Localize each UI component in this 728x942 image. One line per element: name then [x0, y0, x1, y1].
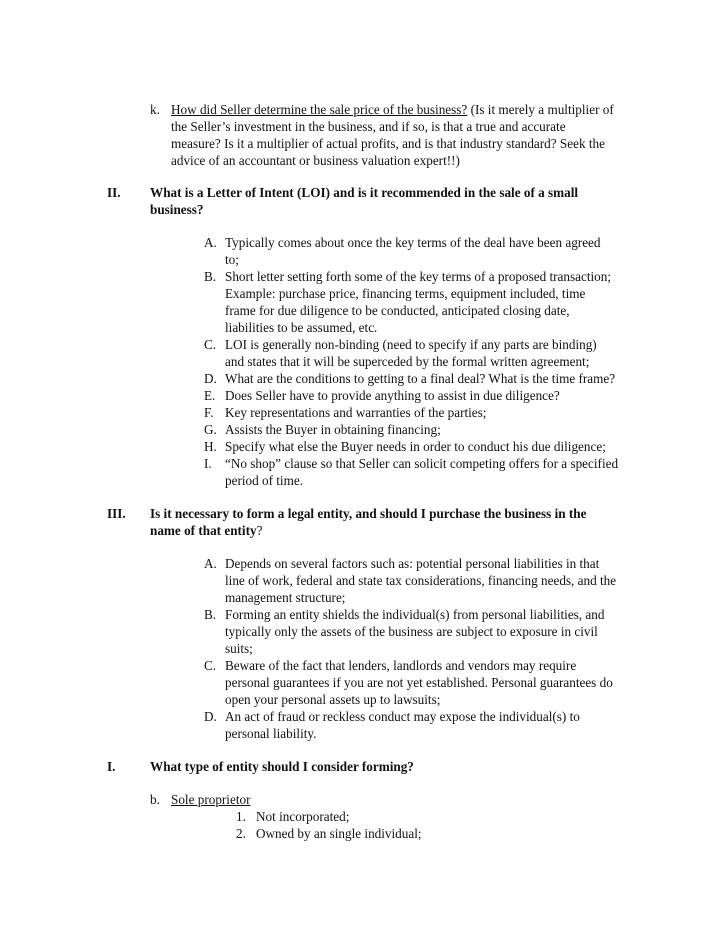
section-iii-item-d-marker: D.: [204, 709, 217, 724]
section-iii-item-b-line: Forming an entity shields the individual(s) from personal liabilities, and: [225, 607, 605, 622]
section-ii-item-i-line: “No shop” clause so that Seller can solicit competing offers for a specified: [225, 456, 619, 471]
item-k-line4: advice of an accountant or business valuation expert!!): [171, 153, 460, 168]
section-ii-item-g-marker: G.: [204, 422, 217, 437]
section-iii-item-d-line: personal liability.: [225, 726, 317, 741]
item-k-line2: the Seller’s investment in the business, and if so, is that a true and accurate: [171, 119, 566, 134]
section-iii-heading-bold: name of that entity: [150, 523, 257, 538]
section-iii-heading-line1: Is it necessary to form a legal entity, and should I purchase the business in the: [150, 506, 587, 521]
section-ii-item-h-marker: H.: [204, 439, 217, 454]
section-ii-item-e-marker: E.: [204, 388, 216, 403]
section-ii-heading-line1: What is a Letter of Intent (LOI) and is it recommended in the sale of a small: [150, 185, 579, 200]
section-iii-item-a-line: line of work, federal and state tax considerations, financing needs, and the: [225, 573, 617, 588]
section-iii-item-a-line: Depends on several factors such as: potential personal liabilities in that: [225, 556, 600, 571]
section-ii-item-b-line: frame for due diligence to be conducted, anticipated closing date,: [225, 303, 570, 318]
section-iii-item-b-line: typically only the assets of the business are subject to exposure in civil: [225, 624, 598, 639]
section-iii-item-b-marker: B.: [204, 607, 217, 622]
section-iii-item-b-line: suits;: [225, 641, 253, 656]
section-ii-item-a-marker: A.: [204, 235, 217, 250]
section-iii-item-c-line: Beware of the fact that lenders, landlords and vendors may require: [225, 658, 577, 673]
item-k-line3: measure? Is it a multiplier of actual profits, and is that industry standard? Seek the: [171, 136, 605, 151]
section-ii-item-c-line: and states that it will be superceded by the formal written agreement;: [225, 354, 590, 369]
section-iii-heading-tail: ?: [256, 523, 263, 538]
item-k-marker: k.: [150, 102, 160, 117]
section-ii-item-h-line: Specify what else the Buyer needs in order to conduct his due diligence;: [225, 439, 606, 454]
section-iii-heading-line2: [150, 522, 262, 539]
item-k-line1-rest: (Is it merely a multiplier of: [467, 102, 614, 117]
section-i-point-marker: 1.: [236, 809, 246, 824]
section-ii-item-d-marker: D.: [204, 371, 217, 386]
section-ii-item-g-line: Assists the Buyer in obtaining financing;: [225, 422, 441, 437]
section-ii-item-i-marker: I.: [204, 456, 212, 471]
section-ii-item-b-line: Short letter setting forth some of the key terms of a proposed transaction;: [225, 269, 612, 284]
section-i-point-text: Not incorporated;: [256, 809, 350, 824]
section-iii-item-c-line: open your personal assets up to lawsuits;: [225, 692, 441, 707]
section-ii-item-f-marker: F.: [204, 405, 214, 420]
section-i-point-marker: 2.: [236, 826, 246, 841]
section-ii-heading-line2: business?: [150, 202, 204, 217]
item-k-title: How did Seller determine the sale price of the business?: [171, 102, 468, 117]
section-ii-item-b-line: Example: purchase price, financing terms, equipment included, time: [225, 286, 586, 301]
section-i-point-text: Owned by an single individual;: [256, 826, 422, 841]
section-ii-item-d-line: What are the conditions to getting to a final deal? What is the time frame?: [225, 371, 616, 386]
section-i-sub-marker: b.: [150, 792, 160, 807]
section-i-heading: What type of entity should I consider forming?: [150, 759, 414, 774]
section-iii-item-c-marker: C.: [204, 658, 217, 673]
section-iii-item-d-line: An act of fraud or reckless conduct may expose the individual(s) to: [225, 709, 580, 724]
section-ii-item-b-line: liabilities to be assumed, etc.: [225, 320, 378, 335]
section-ii-item-c-marker: C.: [204, 337, 217, 352]
item-k-line1: [171, 101, 614, 118]
section-i-sub-title: Sole proprietor: [171, 792, 251, 807]
section-ii-item-b-marker: B.: [204, 269, 217, 284]
section-iii-item-a-marker: A.: [204, 556, 217, 571]
section-i-numeral: I.: [107, 759, 116, 774]
section-ii-item-e-line: Does Seller have to provide anything to assist in due diligence?: [225, 388, 560, 403]
section-ii-item-i-line: period of time.: [225, 473, 304, 488]
section-ii-item-f-line: Key representations and warranties of the parties;: [225, 405, 487, 420]
section-iii-numeral: III.: [107, 506, 126, 521]
section-iii-item-c-line: personal guarantees if you are not yet established. Personal guarantees do: [225, 675, 613, 690]
section-ii-item-c-line: LOI is generally non-binding (need to specify if any parts are binding): [225, 337, 597, 352]
section-ii-item-a-line: Typically comes about once the key terms of the deal have been agreed: [225, 235, 601, 250]
section-iii-item-a-line: management structure;: [225, 590, 346, 605]
section-ii-numeral: II.: [107, 185, 121, 200]
section-ii-item-a-line: to;: [225, 252, 239, 267]
